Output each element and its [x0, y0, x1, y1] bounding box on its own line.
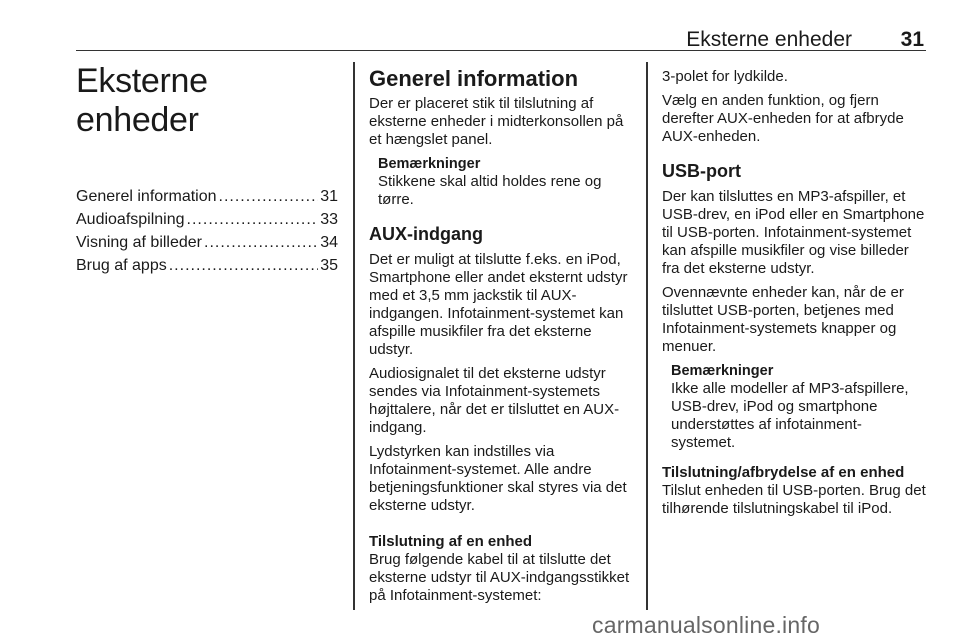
table-of-contents [76, 185, 338, 277]
note-heading: Bemærkninger [671, 363, 774, 379]
toc-entry-page: 33 [320, 211, 338, 228]
chapter-title: Eksterne enheder [76, 62, 208, 139]
remove-paragraph: Vælg en anden funktion, og fjern derefter AUX-enheden for at afbryde AUX-enheden. [662, 92, 904, 145]
section-heading-general: Generel information [369, 66, 579, 91]
toc-entry-label: Audioafspilning [76, 211, 185, 228]
note-heading: Bemærkninger [378, 156, 481, 172]
content-column-3 [662, 58, 926, 524]
watermark-text: carmanualsonline.info [592, 612, 820, 638]
spacer [369, 521, 632, 533]
subheading-connect: Tilslutning af en enhed [369, 533, 533, 550]
connect-paragraph: Brug følgende kabel til at tilslutte det eksterne udstyr til AUX-indgangsstikket på Infotainment-systemet: [369, 551, 630, 604]
running-header-title: Eksterne enheder [686, 28, 852, 51]
cable-paragraph: 3-polet for lydkilde. [662, 68, 788, 85]
toc-entry-label: Generel information [76, 188, 217, 205]
aux-paragraph-3: Lydstyrken kan indstilles via Infotainment-systemet. Alle andre betjeningsfunktioner skal styres via det eksterne udstyr. [369, 443, 627, 514]
aux-paragraph-1: Det er muligt at tilslutte f.eks. en iPod, Smartphone eller andet eksternt udstyr med et 3,5 mm jackstik til AUX-indgangen. Infotainment-systemet kan afspille musikfiler fra det eksterne udstyr. [369, 251, 628, 358]
section-heading-aux: AUX-indgang [369, 224, 483, 244]
toc-entry-page: 34 [320, 234, 338, 251]
toc-entry-label: Brug af apps [76, 257, 167, 274]
toc-entry[interactable] [76, 208, 338, 231]
toc-entry[interactable] [76, 254, 338, 277]
content-column-2 [369, 58, 632, 611]
note-text: Stikkene skal altid holdes rene og tørre. [378, 173, 602, 208]
aux-paragraph-2: Audiosignalet til det eksterne udstyr sendes via Infotainment-systemets højttalere, når det er tilsluttet en AUX-indgang. [369, 365, 620, 436]
toc-entry-page: 35 [320, 257, 338, 274]
note-text: Ikke alle modeller af MP3-afspillere, USB-drev, iPod og smartphone understøttes af infotainment-systemet. [671, 380, 909, 451]
note-box [671, 362, 926, 452]
toc-leader [169, 254, 318, 277]
chapter-column [76, 58, 338, 277]
toc-entry[interactable] [76, 185, 338, 208]
running-header [76, 24, 926, 51]
toc-leader [187, 208, 319, 231]
toc-entry[interactable] [76, 231, 338, 254]
column-divider [353, 62, 355, 610]
toc-leader [219, 185, 319, 208]
general-paragraph: Der er placeret stik til tilslutning af eksterne enheder i midterkonsollen på et hængslet panel. [369, 95, 624, 148]
subheading-usb-connect: Tilslutning/afbrydelse af en enhed [662, 464, 905, 481]
toc-entry-label: Visning af billeder [76, 234, 203, 251]
usb-paragraph-2: Ovennævnte enheder kan, når de er tilsluttet USB-porten, betjenes med Infotainment-systemets knapper og menuer. [662, 284, 904, 355]
usb-connect-paragraph: Tilslut enheden til USB-porten. Brug det tilhørende tilslutningskabel til iPod. [662, 482, 926, 517]
column-divider [646, 62, 648, 610]
note-box [378, 155, 632, 209]
usb-paragraph-1: Der kan tilsluttes en MP3-afspiller, et USB-drev, en iPod eller en Smartphone til USB-porten. Infotainment-systemet kan afspille musikfiler og vise billeder fra det eksterne udstyr. [662, 188, 925, 277]
toc-leader [204, 231, 318, 254]
section-heading-usb: USB-port [662, 161, 741, 181]
page-number: 31 [900, 28, 924, 51]
toc-entry-page: 31 [320, 188, 338, 205]
